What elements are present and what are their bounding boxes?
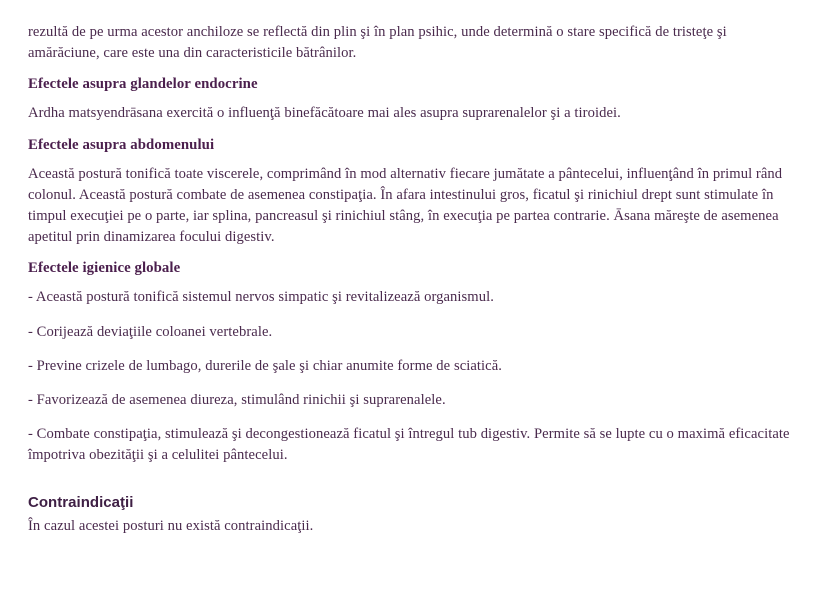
list-item: - Favorizează de asemenea diureza, stimulând rinichii şi suprarenalele. — [28, 392, 446, 409]
section-paragraph-contraindicatii: În cazul acestei posturi nu există contraindicaţii. — [28, 517, 314, 534]
list-item: - Previne crizele de lumbago, durerile de şale şi chiar anumite forme de sciatică. — [28, 357, 502, 374]
list-item: - Combate constipaţia, stimulează şi decongestionează ficatul şi întregul tub digestiv. Permite să se lupte cu o maximă eficacitate împotriva obezităţii şi a celulitei pântecelui. — [28, 426, 790, 464]
section-heading-glande-endocrine: Efectele asupra glandelor endocrine — [28, 76, 258, 93]
section-paragraph-glande-endocrine: Ardha matsyendrāsana exercită o influenţă binefăcătoare mai ales asupra suprarenalelor şi a tiroidei. — [28, 105, 621, 122]
section-heading-efecte-igienice-globale: Efectele igienice globale — [28, 260, 181, 277]
section-heading-abdomen: Efectele asupra abdomenului — [28, 136, 215, 153]
contraindications-block — [28, 493, 802, 537]
intro-paragraph: rezultă de pe urma acestor anchiloze se reflectă din plin şi în plan psihic, unde determină o stare specifică de tristeţe şi amărăciune, care este una din caracteristicile bătrânilor. — [28, 24, 727, 62]
section-heading-contraindicatii: Contraindicaţii — [28, 493, 134, 511]
section-paragraph-abdomen: Această postură tonifică toate viscerele, comprimând în mod alternativ fiecare jumătate a pântecelui, influenţând în primul rând colonul. Această postură combate de asemenea constipaţia. În afara intestinului gros, ficatul şi rinichiul drept sunt stimulate în timpul execuţiei pe o parte, iar splina, pancreasul şi rinichiul stâng, în execuţia pe partea contrarie. Āsana măreşte de asemenea apetitul prin dinamizarea focului digestiv. — [28, 165, 783, 246]
document-body — [28, 22, 802, 537]
list-item: - Corijează deviaţiile coloanei vertebrale. — [28, 323, 273, 340]
list-item: - Această postură tonifică sistemul nervos simpatic şi revitalizează organismul. — [28, 289, 494, 306]
